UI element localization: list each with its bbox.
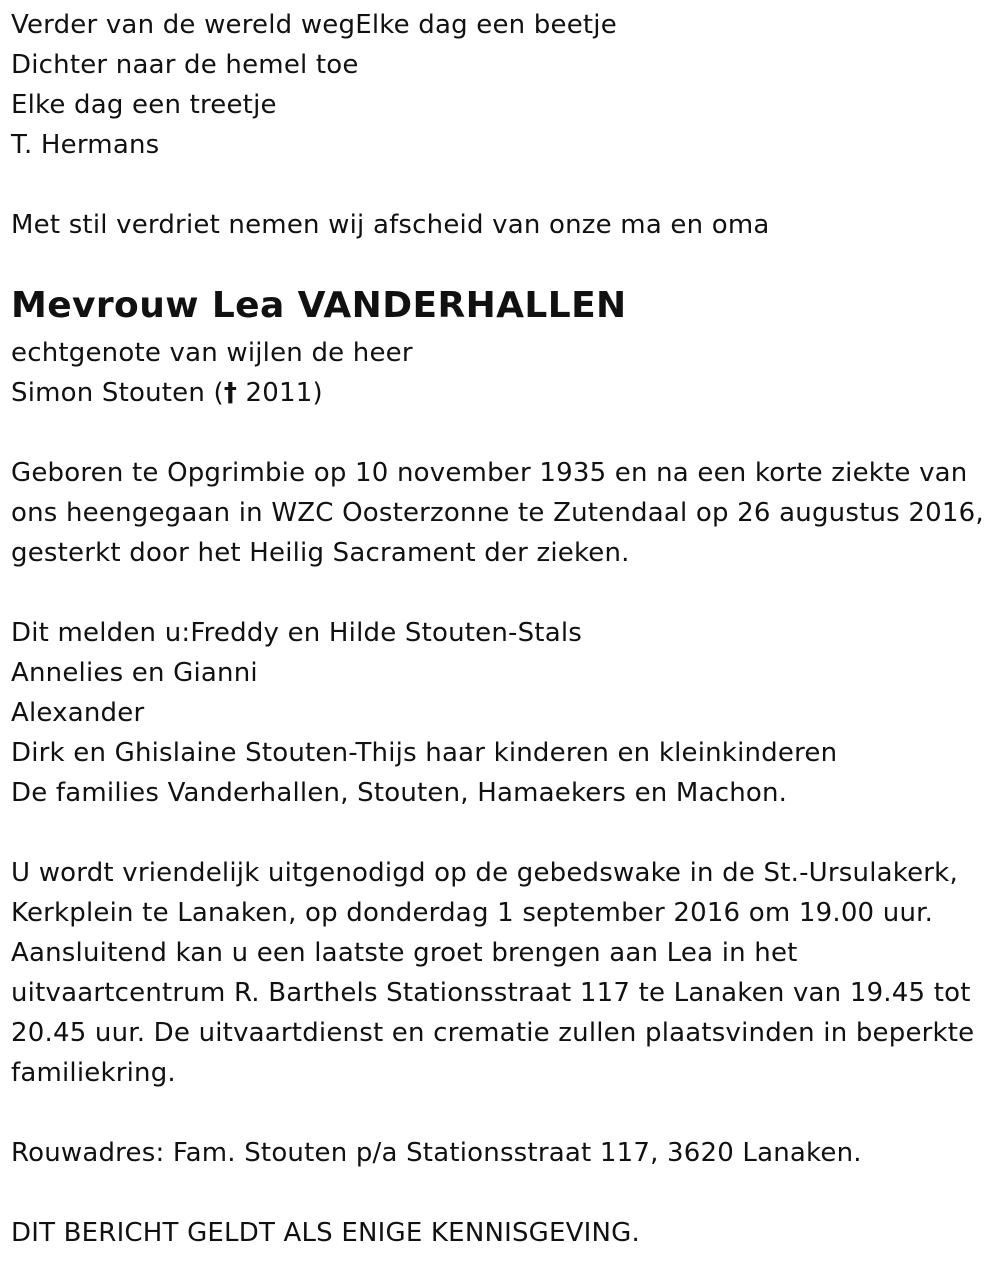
birth-death-paragraph [11, 453, 984, 573]
family-list [11, 613, 837, 813]
intro-line: Met stil verdriet nemen wij afscheid van onze ma en oma [11, 210, 770, 240]
poem-line: Verder van de wereld wegElke dag een beetje [11, 10, 617, 40]
deceased-name: Mevrouw Lea VANDERHALLEN [11, 285, 627, 326]
family-line: Dirk en Ghislaine Stouten-Thijs haar kinderen en kleinkinderen [11, 738, 838, 768]
intro-text [11, 205, 770, 245]
notice-line: DIT BERICHT GELDT ALS ENIGE KENNISGEVING. [11, 1218, 640, 1248]
paragraph-line: Aansluitend kan u een laatste groet brengen aan Lea in het [11, 938, 798, 968]
spouse-line: echtgenote van wijlen de heer [11, 338, 413, 368]
paragraph-line: U wordt vriendelijk uitgenodigd op de gebedswake in de St.-Ursulakerk, [11, 858, 958, 888]
family-line: Alexander [11, 698, 145, 728]
paragraph-line: uitvaartcentrum R. Barthels Stationsstraat 117 te Lanaken van 19.45 tot [11, 978, 971, 1008]
invitation-paragraph [11, 853, 974, 1093]
address-line: Rouwadres: Fam. Stouten p/a Stationsstraat 117, 3620 Lanaken. [11, 1138, 862, 1168]
paragraph-line: Kerkplein te Lanaken, op donderdag 1 september 2016 om 19.00 uur. [11, 898, 934, 928]
mourning-address [11, 1133, 862, 1173]
notice-text [11, 1213, 640, 1253]
family-line: De families Vanderhallen, Stouten, Hamaekers en Machon. [11, 778, 788, 808]
poem-line: Elke dag een treetje [11, 90, 277, 120]
cross-icon: † [223, 378, 238, 408]
paragraph-line: familiekring. [11, 1058, 176, 1088]
paragraph-line: 20.45 uur. De uitvaartdienst en crematie zullen plaatsvinden in beperkte [11, 1018, 975, 1048]
paragraph-line: Geboren te Opgrimbie op 10 november 1935 en na een korte ziekte van [11, 458, 968, 488]
spouse-info [11, 333, 413, 413]
poem-author: T. Hermans [11, 130, 160, 160]
paragraph-line: gesterkt door het Heilig Sacrament der zieken. [11, 538, 630, 568]
spouse-death-year: 2011) [237, 378, 323, 408]
family-line: Annelies en Gianni [11, 658, 258, 688]
paragraph-line: ons heengegaan in WZC Oosterzonne te Zutendaal op 26 augustus 2016, [11, 498, 984, 528]
spouse-name-line [11, 373, 413, 413]
family-line: Dit melden u:Freddy en Hilde Stouten-Stals [11, 618, 583, 648]
spouse-name: Simon Stouten ( [11, 378, 224, 408]
poem [11, 5, 617, 165]
poem-line: Dichter naar de hemel toe [11, 50, 359, 80]
